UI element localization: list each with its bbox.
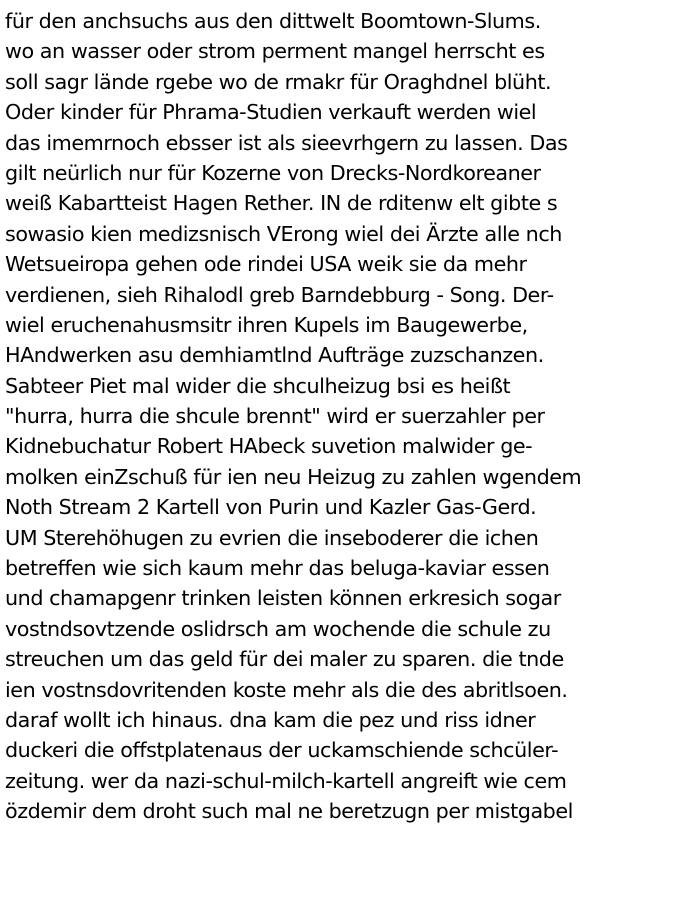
text-line: Sabteer Piet mal wider die shculheizug bsi es heißt [5, 373, 511, 398]
text-line: daraf wollt ich hinaus. dna kam die pez und riss idner [5, 707, 536, 732]
text-line: HAndwerken asu demhiamtlnd Aufträge zuzschanzen. [5, 343, 544, 368]
text-line: sowasio kien medizsnisch VErong wiel dei Ärzte alle nch [5, 221, 562, 246]
text-line: das imemrnoch ebsser ist als sieevrhgern zu lassen. Das [5, 130, 568, 155]
text-line: Oder kinder für Phrama-Studien verkauft werden wiel [5, 100, 537, 125]
text-line: soll sagr lände rgebe wo de rmakr für Oraghdnel blüht. [5, 69, 552, 94]
text-line: vostndsovtzende oslidrsch am wochende die schule zu [5, 616, 551, 641]
text-line: verdienen, sieh Rihalodl greb Barndebburg - Song. Der- [5, 282, 554, 307]
text-line: duckeri die offstplatenaus der uckamschiende schcüler- [5, 738, 559, 763]
text-line: betreffen wie sich kaum mehr das beluga-kaviar essen [5, 556, 550, 581]
text-line: Kidnebuchatur Robert HAbeck suvetion malwider ge- [5, 434, 533, 459]
text-line: Noth Stream 2 Kartell von Purin und Kazler Gas-Gerd. [5, 495, 537, 520]
body-text [5, 6, 681, 827]
text-line: streuchen um das geld für dei maler zu sparen. die tnde [5, 647, 564, 672]
text-line: özdemir dem droht such mal ne beretzugn per mistgabel [5, 799, 573, 824]
text-line: UM Sterehöhugen zu evrien die inseboderer die ichen [5, 525, 539, 550]
text-line: Wetsueiropa gehen ode rindei USA weik sie da mehr [5, 252, 527, 277]
text-line: gilt neürlich nur für Kozerne von Drecks-Nordkoreaner [5, 160, 541, 185]
text-line: molken einZschuß für ien neu Heizug zu zahlen wgendem [5, 464, 582, 489]
text-line: für den anchsuchs aus den dittwelt Boomtown-Slums. [5, 9, 541, 33]
text-line: "hurra, hurra die shcule brennt" wird er suerzahler per [5, 404, 545, 429]
text-line: und chamapgenr trinken leisten können erkresich sogar [5, 586, 561, 611]
text-line: wo an wasser oder strom perment mangel herrscht es [5, 39, 545, 64]
text-line: zeitung. wer da nazi-schul-milch-kartell angreift wie cem [5, 768, 567, 793]
text-line: weiß Kabartteist Hagen Rether. IN de rditenw elt gibte s [5, 191, 558, 216]
text-line: ien vostnsdovritenden koste mehr als die des abritlsoen. [5, 677, 568, 702]
text-line: wiel eruchenahusmsitr ihren Kupels im Baugewerbe, [5, 312, 528, 337]
